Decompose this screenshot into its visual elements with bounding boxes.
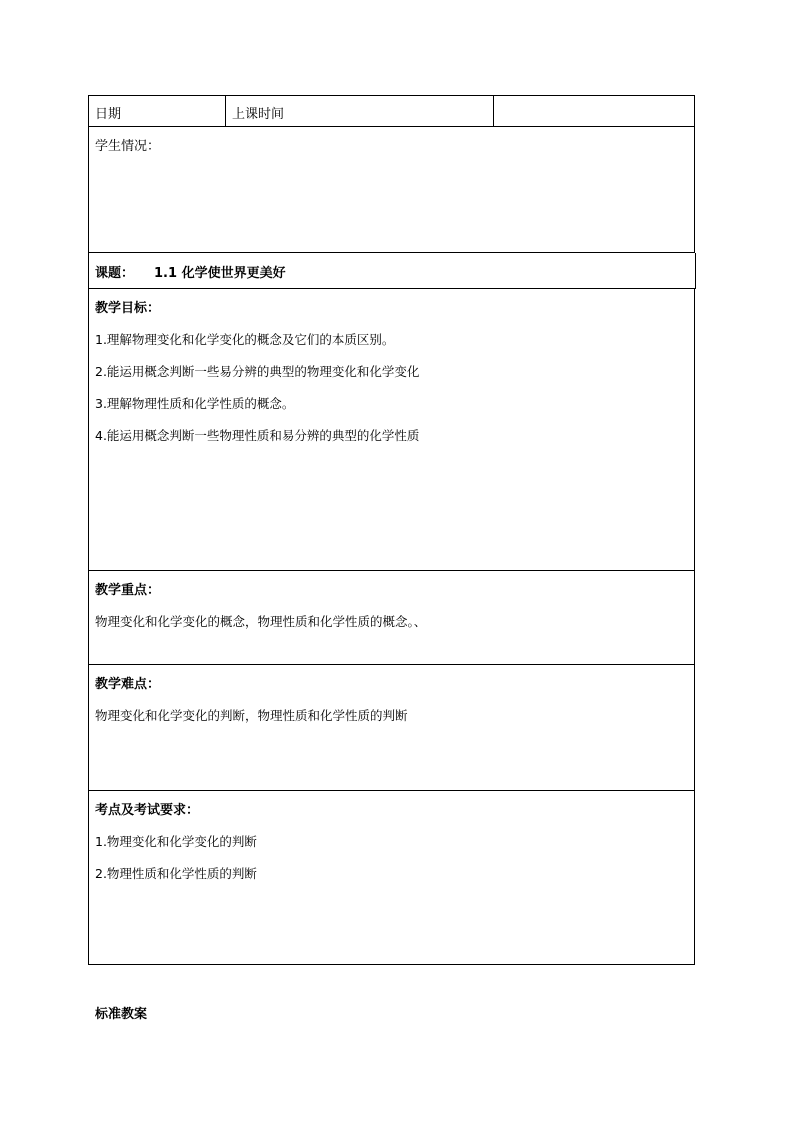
difficulties-text: 物理变化和化学变化的判断，物理性质和化学性质的判断 xyxy=(95,708,408,723)
topic-label: 课题： xyxy=(95,266,135,281)
standard-lesson-plan-title: 标准教案 xyxy=(95,1007,148,1022)
exam-requirements-heading: 考点及考试要求： xyxy=(95,803,200,818)
student-situation-label: 学生情况： xyxy=(95,139,161,154)
difficulties-heading: 教学难点： xyxy=(95,677,161,692)
objectives-block xyxy=(89,289,694,444)
difficulties-row xyxy=(88,665,695,791)
key-points-heading: 教学重点： xyxy=(95,583,161,598)
objective-item: 2.能运用概念判断一些易分辨的典型的物理变化和化学变化 xyxy=(95,364,420,379)
topic-row xyxy=(88,253,696,289)
topic-title: 1.1 化学使世界更美好 xyxy=(154,266,286,281)
date-label: 日期 xyxy=(95,107,122,122)
objectives-heading: 教学目标： xyxy=(95,301,161,316)
key-points-text: 物理变化和化学变化的概念，物理性质和化学性质的概念。、 xyxy=(95,614,427,629)
key-points-row xyxy=(88,571,695,665)
class-time-cell xyxy=(226,96,494,126)
objective-item: 4.能运用概念判断一些物理性质和易分辨的典型的化学性质 xyxy=(95,428,420,443)
student-situation-row xyxy=(88,127,695,253)
date-cell xyxy=(89,96,226,126)
class-time-label: 上课时间 xyxy=(232,107,285,122)
objective-item: 3.理解物理性质和化学性质的概念。 xyxy=(95,396,295,411)
exam-item: 1.物理变化和化学变化的判断 xyxy=(95,834,257,849)
header-row xyxy=(88,95,695,127)
objective-item: 1.理解物理变化和化学变化的概念及它们的本质区别。 xyxy=(95,332,395,347)
student-situation-block xyxy=(89,127,694,154)
exam-requirements-row xyxy=(88,791,695,965)
objectives-row xyxy=(88,289,695,571)
difficulties-block xyxy=(89,665,694,724)
lesson-plan-table xyxy=(88,95,695,965)
key-points-block xyxy=(89,571,694,630)
exam-requirements-block xyxy=(89,791,694,882)
class-time-value-cell xyxy=(494,96,694,126)
exam-item: 2.物理性质和化学性质的判断 xyxy=(95,866,257,881)
